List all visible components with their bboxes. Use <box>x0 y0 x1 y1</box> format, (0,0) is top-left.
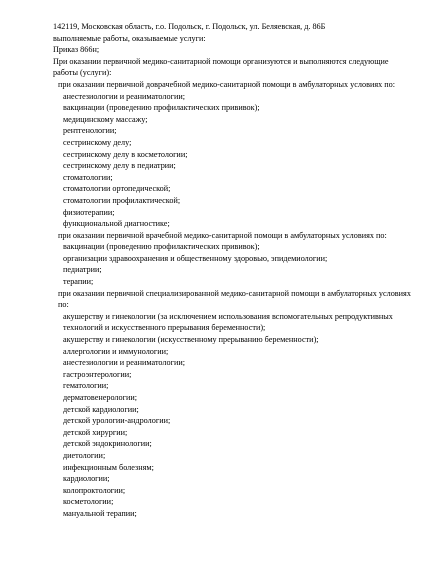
list-item: вакцинации (проведению профилактических прививок); <box>63 103 260 113</box>
section-heading-prevrach: при оказании первичной доврачебной медико-санитарной помощи в амбулаторных условиях по: <box>58 79 395 89</box>
list-item: медицинскому массажу; <box>63 114 148 124</box>
list-item: детской хирургии; <box>63 427 128 437</box>
list-item: акушерству и гинекологии (за исключением использования вспомогательных репродуктивных технологий и искусственного прерывания беременности); <box>63 311 393 333</box>
address-line: 142119, Московская область, г.о. Подольск, г. Подольск, ул. Беляевская, д. 86Б <box>53 22 326 31</box>
list-item: рентгенологии; <box>63 126 117 136</box>
list-item: кардиологии; <box>63 474 110 484</box>
list-item: детской кардиологии; <box>63 404 139 414</box>
list-item: детской урологии-андрологии; <box>63 416 171 426</box>
list-item: вакцинации (проведению профилактических прививок); <box>63 242 260 252</box>
list-item: анестезиологии и реаниматологии; <box>63 91 185 101</box>
list-item: мануальной терапии; <box>63 508 137 518</box>
list-item: организации здравоохранения и общественному здоровью, эпидемиологии; <box>63 253 328 263</box>
list-item: акушерству и гинекологии (искусственному прерыванию беременности); <box>63 335 319 345</box>
list-item: стоматологии профилактической; <box>63 195 181 205</box>
intro-paragraph: При оказании первичной медико-санитарной помощи организуются и выполняются следующие работы (услуги): <box>53 56 389 78</box>
list-item: колопроктологии; <box>63 485 126 495</box>
list-item: диетологии; <box>63 450 106 460</box>
list-item: косметологии; <box>63 497 114 507</box>
list-item: функциональной диагностике; <box>63 219 170 229</box>
list-item: педиатрии; <box>63 265 102 275</box>
list-item: аллергологии и иммунологии; <box>63 346 169 356</box>
list-item: терапии; <box>63 277 94 287</box>
list-item: дерматовенерологии; <box>63 393 138 402</box>
list-item: анестезиологии и реаниматологии; <box>63 358 185 368</box>
list-item: сестринскому делу в педиатрии; <box>63 161 176 171</box>
list-item: стоматологии ортопедической; <box>63 184 171 194</box>
section-heading-vrach: при оказании первичной врачебной медико-санитарной помощи в амбулаторных условиях по: <box>58 230 387 240</box>
services-heading: выполняемые работы, оказываемые услуги: <box>53 33 206 43</box>
list-item: сестринскому делу; <box>63 137 132 147</box>
list-item: детской эндокринологии; <box>63 439 152 449</box>
list-item: гематологии; <box>63 381 109 391</box>
list-item: сестринскому делу в косметологии; <box>63 149 188 159</box>
order-reference: Приказ 866н; <box>53 45 100 55</box>
list-item: гастроэнтерологии; <box>63 369 132 379</box>
list-item: инфекционным болезням; <box>63 462 154 472</box>
list-item: стоматологии; <box>63 172 113 182</box>
list-item: физиотерапии; <box>63 207 115 217</box>
section-heading-specialized: при оказании первичной специализированной медико-санитарной помощи в амбулаторных условиях по: <box>58 288 411 310</box>
